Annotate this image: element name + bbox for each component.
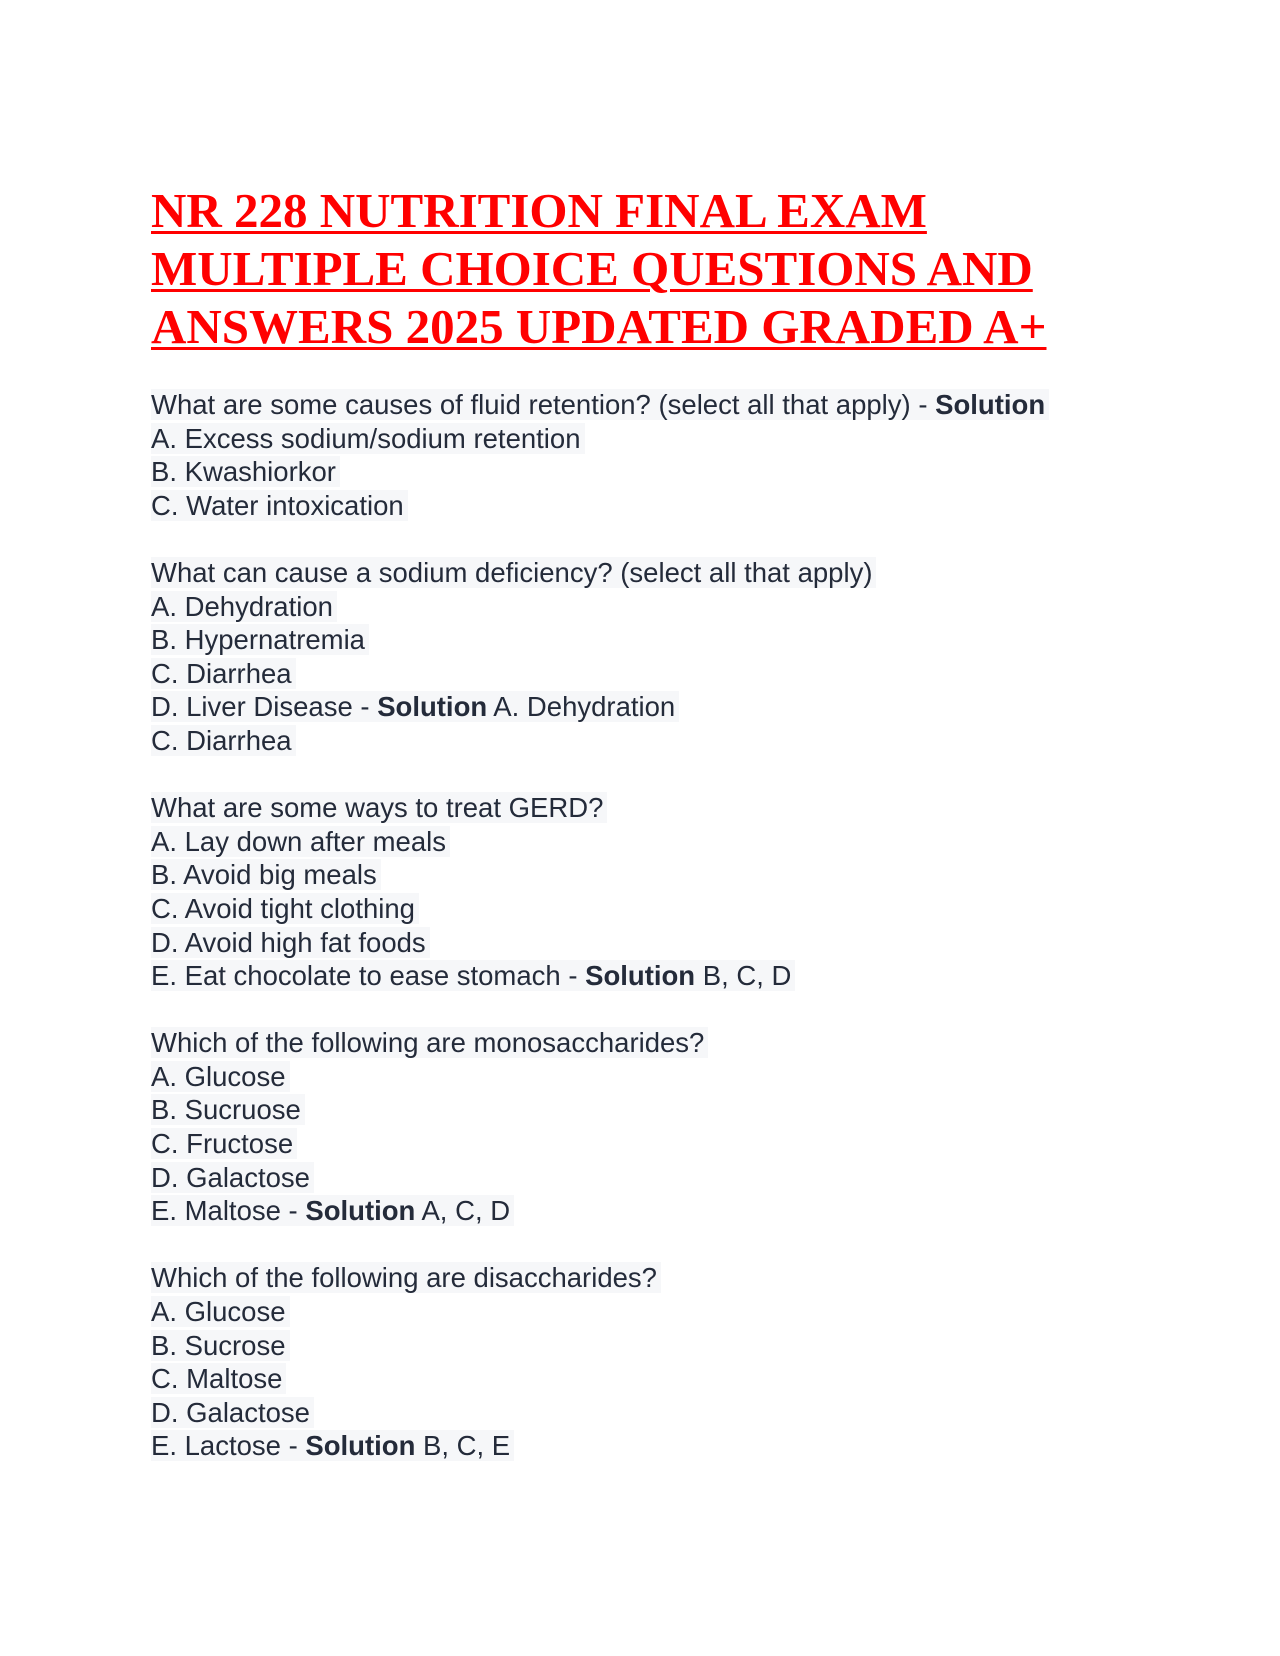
title-line: MULTIPLE CHOICE QUESTIONS AND <box>151 241 1033 296</box>
question-block <box>151 1026 1151 1228</box>
solution-answer: A. Dehydration <box>487 691 676 723</box>
solution-answer: B, C, E <box>415 1430 511 1462</box>
answer-option-with-solution: D. Liver Disease - Solution A. Dehydration <box>151 690 1151 724</box>
answer-option-with-solution: E. Maltose - Solution A, C, D <box>151 1194 1151 1228</box>
answer-option: B. Hypernatremia <box>151 623 1151 657</box>
title-line: ANSWERS 2025 UPDATED GRADED A+ <box>151 299 1047 354</box>
solution-label: Solution <box>585 960 696 992</box>
answer-option-with-solution: E. Lactose - Solution B, C, E <box>151 1429 1151 1463</box>
question-text: Which of the following are disaccharides? <box>151 1261 1151 1295</box>
answer-option: D. Galactose <box>151 1161 1151 1195</box>
question-text: What are some causes of fluid retention? (select all that apply) - Solution <box>151 388 1151 422</box>
answer-option: C. Diarrhea <box>151 657 1151 691</box>
solution-answer: A, C, D <box>415 1195 511 1227</box>
solution-label: Solution <box>377 691 488 723</box>
answer-option: D. Galactose <box>151 1396 1151 1430</box>
solution-answer: B, C, D <box>695 960 792 992</box>
answer-option: A. Glucose <box>151 1295 1151 1329</box>
question-text: What are some ways to treat GERD? <box>151 791 1151 825</box>
question-list <box>151 388 1151 1497</box>
answer-option: A. Excess sodium/sodium retention <box>151 422 1151 456</box>
answer-option: B. Sucrose <box>151 1329 1151 1363</box>
answer-option: C. Water intoxication <box>151 489 1151 523</box>
solution-label: Solution <box>305 1430 416 1462</box>
solution-answer-continued: C. Diarrhea <box>151 724 1151 758</box>
answer-option: A. Glucose <box>151 1060 1151 1094</box>
answer-option: B. Avoid big meals <box>151 858 1151 892</box>
answer-option: D. Avoid high fat foods <box>151 926 1151 960</box>
answer-option: A. Lay down after meals <box>151 825 1151 859</box>
question-block <box>151 791 1151 993</box>
question-block <box>151 556 1151 758</box>
answer-option: A. Dehydration <box>151 590 1151 624</box>
solution-label: Solution <box>935 389 1046 420</box>
document-title <box>151 182 1151 356</box>
answer-option: C. Fructose <box>151 1127 1151 1161</box>
question-text: Which of the following are monosaccharides? <box>151 1026 1151 1060</box>
question-block <box>151 388 1151 522</box>
answer-option: C. Avoid tight clothing <box>151 892 1151 926</box>
answer-option: B. Sucruose <box>151 1093 1151 1127</box>
answer-option: C. Maltose <box>151 1362 1151 1396</box>
title-line: NR 228 NUTRITION FINAL EXAM <box>151 183 927 238</box>
question-block <box>151 1261 1151 1463</box>
answer-option: B. Kwashiorkor <box>151 455 1151 489</box>
answer-option-with-solution: E. Eat chocolate to ease stomach - Solution B, C, D <box>151 959 1151 993</box>
solution-label: Solution <box>305 1195 416 1227</box>
question-text: What can cause a sodium deficiency? (select all that apply) <box>151 556 1151 590</box>
